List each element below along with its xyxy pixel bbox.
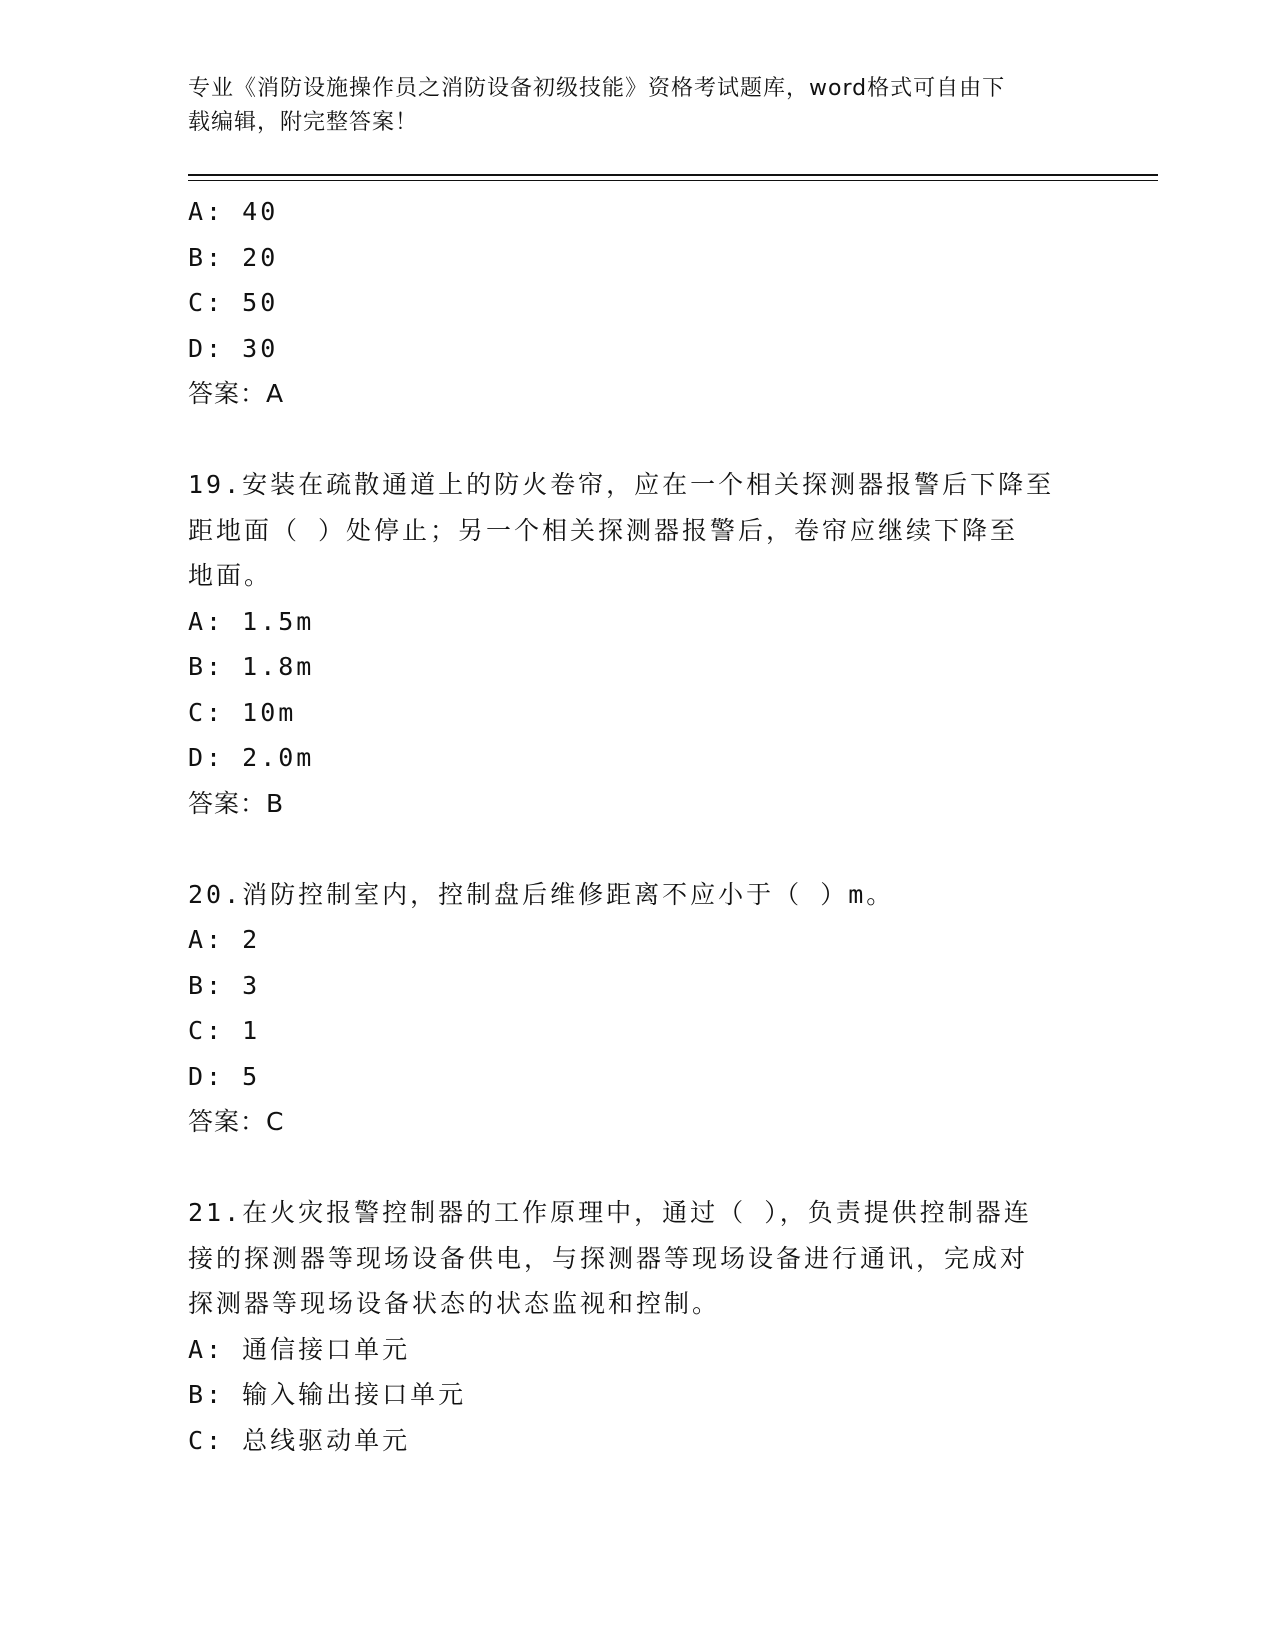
answer: 答案：C: [188, 1107, 285, 1136]
option-c: C: 总线驱动单元: [188, 1425, 411, 1455]
question-text-line: 21.在火灾报警控制器的工作原理中，通过（ ），负责提供控制器连: [188, 1198, 1032, 1227]
question-text-line: 19.安装在疏散通道上的防火卷帘，应在一个相关探测器报警后下降至: [188, 470, 1055, 499]
question-text-line: 地面。: [188, 561, 273, 590]
question-20: [188, 872, 1088, 1145]
spacer: [188, 826, 1088, 872]
question-text-line: 距地面（ ）处停止；另一个相关探测器报警后，卷帘应继续下降至: [188, 515, 1019, 545]
page-header: [188, 72, 1068, 140]
question-text-line: 20.消防控制室内，控制盘后维修距离不应小于（ ）m。: [188, 879, 895, 909]
question-text-line: 接的探测器等现场设备供电，与探测器等现场设备进行通讯，完成对: [188, 1243, 1029, 1273]
option-c: C: 1: [188, 1016, 261, 1045]
question-text-line: 探测器等现场设备状态的状态监视和控制。: [188, 1289, 721, 1318]
header-divider-thick: [188, 174, 1158, 176]
option-d: D: 5: [188, 1061, 261, 1091]
option-d: D: 30: [188, 333, 279, 363]
header-line-2: 载编辑，附完整答案！: [188, 110, 419, 135]
spacer: [188, 417, 1088, 463]
option-a: A: 2: [188, 925, 261, 954]
option-c: C: 50: [188, 288, 279, 317]
spacer: [188, 1145, 1088, 1191]
question-18: [188, 189, 1088, 417]
question-21: [188, 1190, 1088, 1463]
option-a: A: 1.5m: [188, 606, 315, 636]
option-b: B: 3: [188, 970, 261, 1000]
answer: 答案：A: [188, 379, 285, 408]
header-divider-thin: [188, 180, 1158, 181]
answer: 答案：B: [188, 788, 285, 818]
header-line-1: 专业《消防设施操作员之消防设备初级技能》资格考试题库，word格式可自由下: [188, 76, 1006, 101]
option-b: B: 输入输出接口单元: [188, 1380, 467, 1409]
option-b: B: 1.8m: [188, 652, 315, 681]
option-d: D: 2.0m: [188, 743, 315, 772]
option-c: C: 10m: [188, 697, 297, 727]
question-content: [188, 189, 1088, 1463]
option-a: A: 通信接口单元: [188, 1334, 411, 1364]
option-b: B: 20: [188, 242, 279, 272]
question-19: [188, 462, 1088, 826]
option-a: A: 40: [188, 197, 279, 226]
